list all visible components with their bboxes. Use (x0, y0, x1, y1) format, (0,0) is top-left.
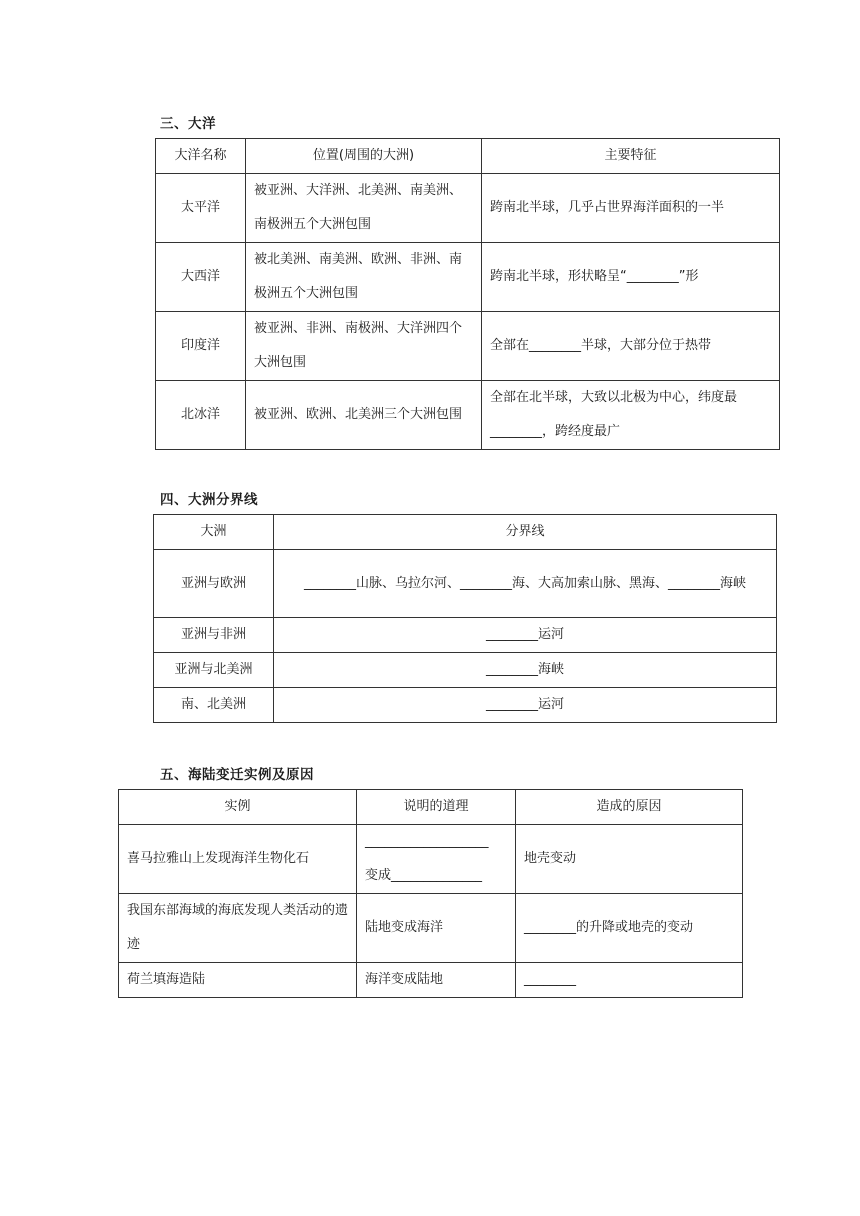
table-row (156, 381, 780, 450)
principle-blank-line: 变成______________ (365, 868, 483, 883)
continent-pair: 亚洲与北美洲 (154, 653, 274, 688)
principle-blank-line: ___________________ (365, 834, 489, 849)
ocean-name: 印度洋 (156, 312, 246, 381)
table-row (119, 894, 743, 963)
ocean-name: 北冰洋 (156, 381, 246, 450)
boundary-table (153, 514, 777, 723)
table-row (154, 550, 777, 618)
table-row (154, 618, 777, 653)
table-row (119, 963, 743, 998)
boundary-line: ________运河 (274, 618, 777, 653)
ocean-name: 太平洋 (156, 174, 246, 243)
header-continent: 大洲 (154, 515, 274, 550)
header-boundary: 分界线 (274, 515, 777, 550)
cause: 地壳变动 (516, 825, 743, 894)
table-header-row (154, 515, 777, 550)
continent-pair: 南、北美洲 (154, 688, 274, 723)
cause: ________的升降或地壳的变动 (516, 894, 743, 963)
table-header-row (156, 139, 780, 174)
continent-pair: 亚洲与欧洲 (154, 550, 274, 618)
ocean-feature: 全部在________半球，大部分位于热带 (482, 312, 780, 381)
table-header-row (119, 790, 743, 825)
table-row (154, 688, 777, 723)
boundary-line: ________山脉、乌拉尔河、________海、大高加索山脉、黑海、________海峡 (274, 550, 777, 618)
ocean-position: 被北美洲、南美洲、欧洲、非洲、南极洲五个大洲包围 (246, 243, 482, 312)
table-row (119, 825, 743, 894)
header-cause: 造成的原因 (516, 790, 743, 825)
section5-heading: 五、海陆变迁实例及原因 (160, 767, 314, 783)
table-row (156, 243, 780, 312)
principle: 陆地变成海洋 (357, 894, 516, 963)
boundary-line: ________海峡 (274, 653, 777, 688)
section4-heading: 四、大洲分界线 (160, 492, 258, 508)
principle (357, 825, 516, 894)
ocean-name: 大西洋 (156, 243, 246, 312)
ocean-position: 被亚洲、欧洲、北美洲三个大洲包围 (246, 381, 482, 450)
header-principle: 说明的道理 (357, 790, 516, 825)
boundary-line: ________运河 (274, 688, 777, 723)
section3-heading: 三、大洋 (160, 116, 216, 132)
header-example: 实例 (119, 790, 357, 825)
example: 荷兰填海造陆 (119, 963, 357, 998)
principle: 海洋变成陆地 (357, 963, 516, 998)
header-ocean-name: 大洋名称 (156, 139, 246, 174)
example: 喜马拉雅山上发现海洋生物化石 (119, 825, 357, 894)
ocean-feature: 跨南北半球，形状略呈“________”形 (482, 243, 780, 312)
header-feature: 主要特征 (482, 139, 780, 174)
table-row (156, 174, 780, 243)
cause: ________ (516, 963, 743, 998)
ocean-table (155, 138, 780, 450)
ocean-position: 被亚洲、大洋洲、北美洲、南美洲、南极洲五个大洲包围 (246, 174, 482, 243)
ocean-feature: 跨南北半球，几乎占世界海洋面积的一半 (482, 174, 780, 243)
land-sea-change-table (118, 789, 743, 998)
ocean-feature: 全部在北半球，大致以北极为中心，纬度最________，跨经度最广 (482, 381, 780, 450)
example: 我国东部海域的海底发现人类活动的遗迹 (119, 894, 357, 963)
header-position: 位置(周围的大洲) (246, 139, 482, 174)
ocean-position: 被亚洲、非洲、南极洲、大洋洲四个大洲包围 (246, 312, 482, 381)
table-row (156, 312, 780, 381)
table-row (154, 653, 777, 688)
continent-pair: 亚洲与非洲 (154, 618, 274, 653)
